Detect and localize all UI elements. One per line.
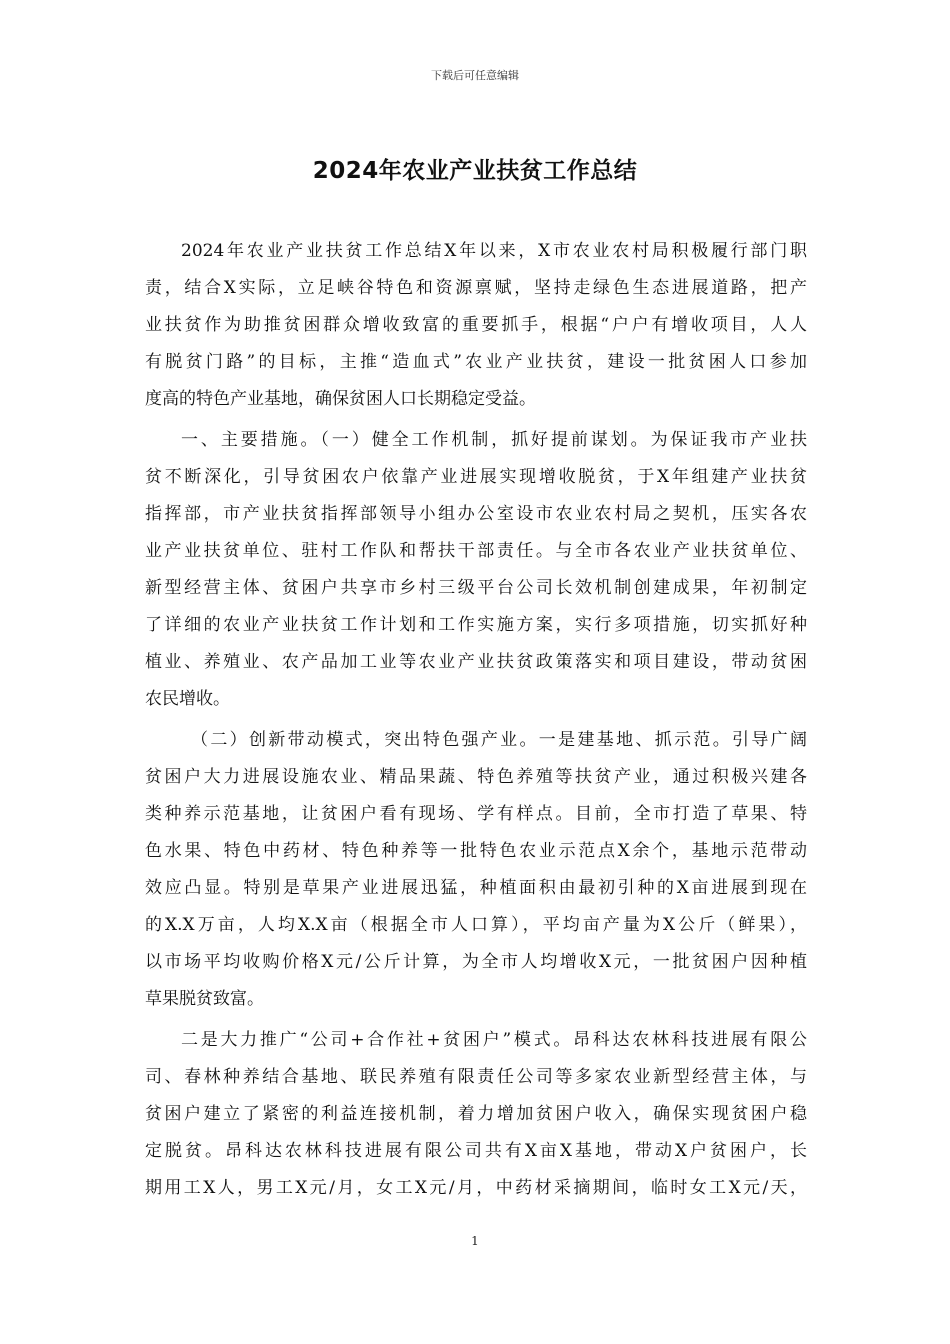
text-line: 效应凸显。特别是草果产业进展迅猛，种植面积由最初引种的X亩进展到现在 bbox=[145, 878, 807, 898]
text-line: 以市场平均收购价格X元/公斤计算，为全市人均增收X元，一批贫困户因种植 bbox=[145, 952, 807, 972]
text-line: 定脱贫。昂科达农林科技进展有限公司共有X亩X基地，带动X户贫困户，长 bbox=[145, 1141, 807, 1161]
text-line: 有脱贫门路”的目标，主推“造血式”农业产业扶贫，建设一批贫困人口参加 bbox=[145, 352, 807, 372]
text-line: 司、春林种养结合基地、联民养殖有限责任公司等多家农业新型经营主体，与 bbox=[145, 1067, 807, 1087]
page-number: 1 bbox=[471, 1234, 479, 1248]
text-line: 新型经营主体、贫困户共享市乡村三级平台公司长效机制创建成果，年初制定 bbox=[145, 578, 807, 598]
document-body bbox=[145, 233, 807, 1207]
text-line: 贫不断深化，引导贫困农户依靠产业进展实现增收脱贫，于X年组建产业扶贫 bbox=[145, 467, 807, 487]
text-line: 贫困户建立了紧密的利益连接机制，着力增加贫困户收入，确保实现贫困户稳 bbox=[145, 1104, 807, 1124]
paragraph-intro bbox=[145, 233, 807, 418]
text-line: 了详细的农业产业扶贫工作计划和工作实施方案，实行多项措施，切实抓好种 bbox=[145, 615, 807, 635]
paragraph-company-cooperative bbox=[145, 1022, 807, 1207]
paragraph-innovation-model bbox=[145, 722, 807, 1018]
text-line: 一、主要措施。（一）健全工作机制，抓好提前谋划。为保证我市产业扶 bbox=[181, 430, 807, 450]
text-line: 期用工X人，男工X元/月，女工X元/月，中药材采摘期间，临时女工X元/天， bbox=[145, 1178, 807, 1198]
text-line: 农民增收。 bbox=[145, 689, 230, 709]
text-line: 指挥部，市产业扶贫指挥部领导小组办公室设市农业农村局之契机，压实各农 bbox=[145, 504, 807, 524]
text-line: 二是大力推广“公司+合作社+贫困户”模式。昂科达农林科技进展有限公 bbox=[181, 1030, 807, 1050]
document-title: 2024年农业产业扶贫工作总结 bbox=[312, 158, 638, 184]
text-line: 植业、养殖业、农产品加工业等农业产业扶贫政策落实和项目建设，带动贫困 bbox=[145, 652, 807, 672]
text-line: （二）创新带动模式，突出特色强产业。一是建基地、抓示范。引导广阔 bbox=[191, 730, 807, 750]
text-line: 度高的特色产业基地，确保贫困人口长期稳定受益。 bbox=[145, 389, 536, 409]
text-line: 类种养示范基地，让贫困户看有现场、学有样点。目前，全市打造了草果、特 bbox=[145, 804, 807, 824]
text-line: 责，结合X实际，立足峡谷特色和资源禀赋，坚持走绿色生态进展道路，把产 bbox=[145, 278, 807, 298]
header-note: 下载后可任意编辑 bbox=[431, 69, 519, 82]
text-line: 草果脱贫致富。 bbox=[145, 989, 264, 1009]
text-line: 业产业扶贫单位、驻村工作队和帮扶干部责任。与全市各农业产业扶贫单位、 bbox=[145, 541, 807, 561]
text-line: 的X.X万亩，人均X.X亩（根据全市人口算），平均亩产量为X公斤（鲜果）， bbox=[145, 915, 807, 935]
text-line: 贫困户大力进展设施农业、精品果蔬、特色养殖等扶贫产业，通过积极兴建各 bbox=[145, 767, 807, 787]
text-line: 业扶贫作为助推贫困群众增收致富的重要抓手，根据“户户有增收项目，人人 bbox=[145, 315, 807, 335]
text-line: 色水果、特色中药材、特色种养等一批特色农业示范点X余个，基地示范带动 bbox=[145, 841, 807, 861]
text-line: 2024年农业产业扶贫工作总结X年以来，X市农业农村局积极履行部门职 bbox=[181, 241, 807, 261]
paragraph-main-measures bbox=[145, 422, 807, 718]
